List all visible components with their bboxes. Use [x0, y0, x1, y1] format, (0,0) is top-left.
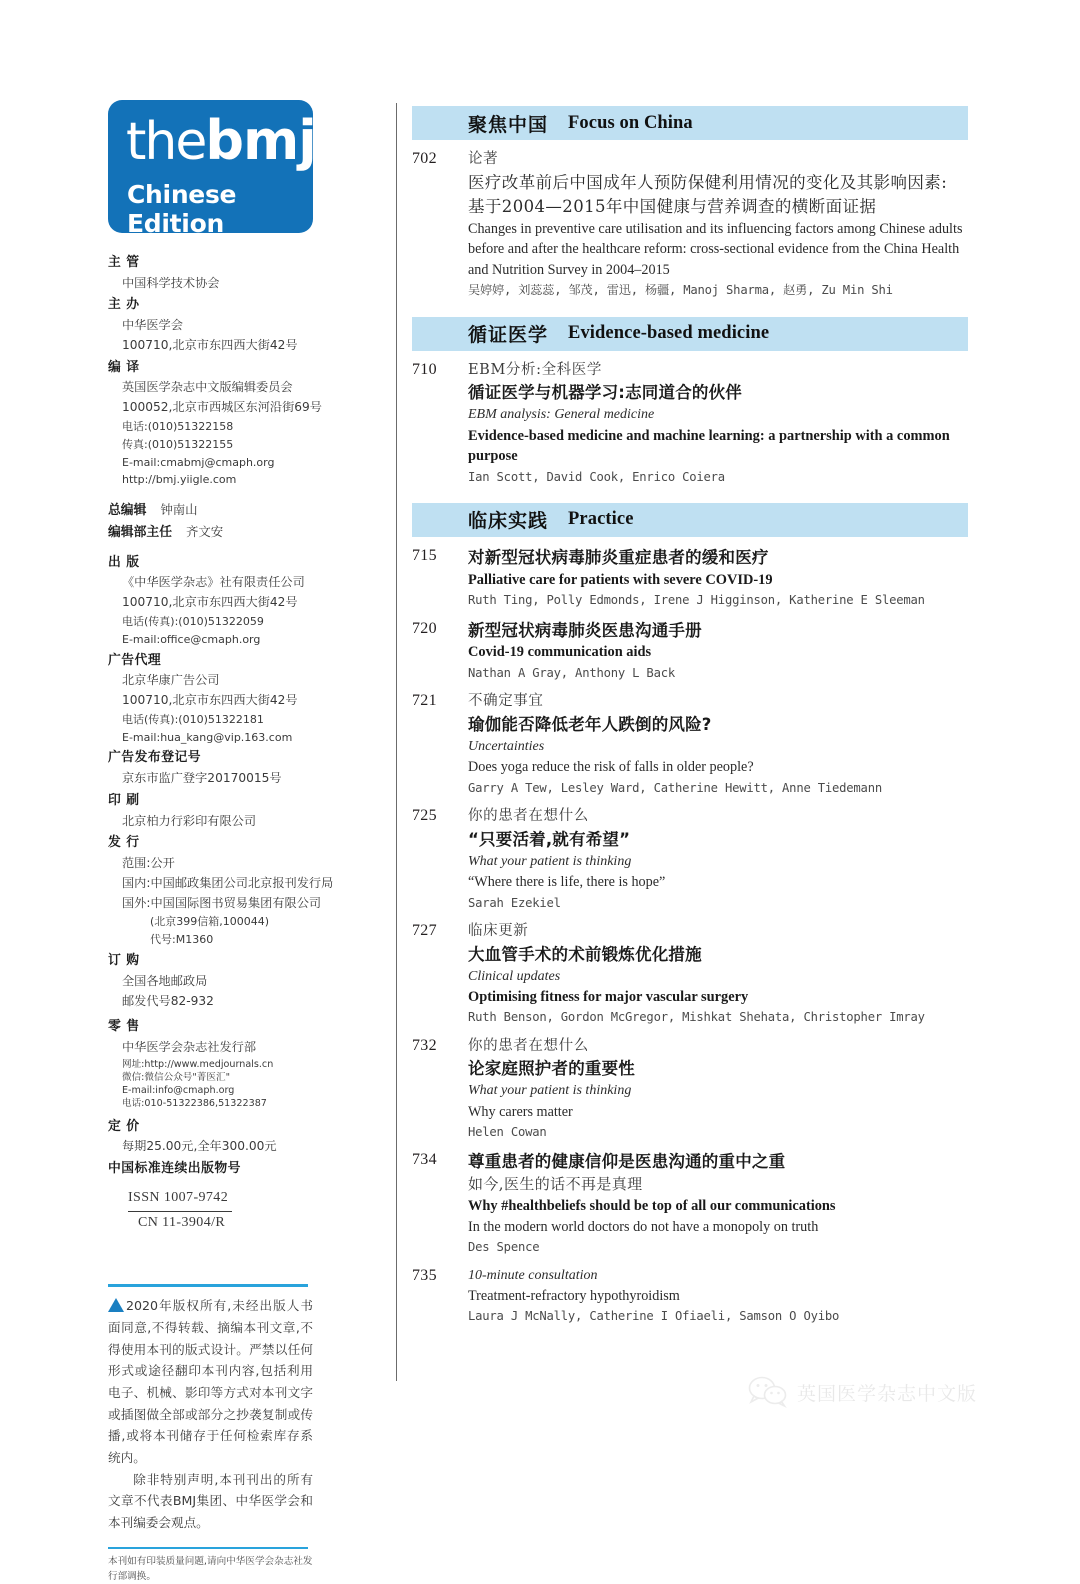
entry-title-en: Covid-19 communication aids	[468, 644, 652, 661]
masthead-line: 中华医学会杂志社发行部	[122, 1040, 257, 1054]
section-title-en: Focus on China	[568, 112, 693, 133]
masthead-line: 英国医学杂志中文版编辑委员会	[122, 380, 293, 395]
editorial-director-label: 编辑部主任	[108, 524, 172, 540]
copyright-notice	[108, 1295, 313, 1533]
entry-category-en: Uncertainties	[468, 738, 545, 754]
masthead-heading: 主 办	[108, 297, 140, 313]
entry-page-number: 720	[412, 619, 437, 637]
entry-page-number: 735	[412, 1266, 437, 1284]
masthead-line: 100052,北京市西城区东河沿街69号	[122, 400, 322, 415]
issn-number: ISSN 1007-9742	[128, 1187, 232, 1212]
entry-body	[468, 1036, 968, 1142]
toc-entry[interactable]	[412, 691, 968, 797]
masthead-block	[108, 748, 356, 788]
entry-page-number: 734	[412, 1151, 437, 1169]
masthead-line: 北京华康广告公司	[122, 673, 220, 688]
masthead-heading: 印 刷	[108, 792, 140, 808]
toc-entry[interactable]	[412, 921, 968, 1027]
entry-title-en: Changes in preventive care utilisation and its influencing factors among Chinese adults	[468, 220, 963, 237]
masthead-line: 邮发代号82-932	[122, 993, 214, 1008]
entry-page-number: 715	[412, 546, 437, 564]
entry-body	[468, 806, 968, 912]
bmj-logo	[108, 100, 316, 238]
masthead-heading: 广告代理	[108, 652, 162, 668]
masthead-line: 电话(传真):(010)51322059	[122, 614, 264, 628]
entry-authors: Sarah Ezekiel	[468, 895, 561, 910]
masthead-line: 电话:(010)51322158	[122, 419, 234, 433]
entry-subtitle-cn: 如今,医生的话不再是真理	[468, 1175, 643, 1194]
toc-entry[interactable]	[412, 149, 968, 300]
entry-category-cn: 你的患者在想什么	[468, 1037, 589, 1054]
masthead-line: 京东市监广登字20170015号	[122, 771, 282, 786]
masthead-text	[108, 253, 356, 1234]
entry-category-en: What your patient is thinking	[468, 1083, 632, 1099]
masthead-email: E-mail:cmabmj@cmaph.org	[122, 455, 275, 469]
editor-in-chief-label: 总编辑	[108, 503, 147, 519]
entry-title-cn: 基于2004—2015年中国健康与营养调查的横断面证据	[468, 196, 877, 216]
entry-authors: Des Spence	[468, 1240, 540, 1255]
toc-entry[interactable]	[412, 1150, 968, 1256]
masthead-heading: 主 管	[108, 255, 140, 270]
masthead-email: E-mail:hua_kang@vip.163.com	[122, 730, 293, 744]
masthead-line: 北京柏力行彩印有限公司	[122, 813, 257, 828]
toc-entry[interactable]	[412, 1036, 968, 1142]
entry-authors: Ruth Ting, Polly Edmonds, Irene J Higginson, Katherine E Sleeman	[468, 593, 925, 608]
entry-title-cn: 大血管手术的术前锻炼优化措施	[468, 944, 702, 964]
section-header-practice	[412, 503, 968, 537]
entry-body	[468, 1266, 968, 1326]
masthead-block	[108, 253, 356, 293]
masthead-heading: 发 行	[108, 835, 140, 851]
entry-title-en: Treatment-refractory hypothyroidism	[468, 1287, 680, 1304]
logo-bmj-text: bmj	[205, 109, 316, 172]
masthead-line: 代号:M1360	[150, 933, 214, 947]
entry-subtitle-en: In the modern world doctors do not have a monopoly on truth	[468, 1218, 819, 1235]
copyright-text-1: 2020年版权所有,未经出版人书面同意,不得转载、摘编本刊文章,不得使用本刊的版式设计。严禁以任何形式或途径翻印本刊内容,包括利用电子、机械、影印等方式对本刊文字或插图做全部或部分之抄袭复制或传播,或将本刊储存于任何检索库存系统内。	[108, 1298, 313, 1465]
masthead-line: 100710,北京市东四西大街42号	[122, 693, 298, 708]
entry-title-cn: 循证医学与机器学习:志同道合的伙伴	[468, 383, 742, 403]
masthead-block	[108, 951, 356, 1011]
entry-title-en: and Nutrition Survey in 2004–2015	[468, 261, 670, 278]
entry-body	[468, 691, 968, 797]
masthead-column	[108, 100, 356, 1584]
masthead-price-value: 每期25.00元,全年300.00元	[122, 1139, 277, 1154]
section-title-cn: 临床实践	[468, 510, 549, 533]
copyright-paragraph-2: 除非特别声明,本刊刊出的所有文章不代表BMJ集团、中华医学会和本刊编委会观点。	[108, 1471, 313, 1530]
masthead-email: E-mail:office@cmaph.org	[122, 632, 261, 646]
entry-title-en: Why carers matter	[468, 1103, 573, 1120]
entry-page-number: 732	[412, 1036, 437, 1054]
section-title-cn: 循证医学	[468, 324, 549, 347]
masthead-email: E-mail:info@cmaph.org	[122, 1085, 235, 1097]
masthead-line: 中华医学会	[122, 318, 183, 333]
entry-authors: Nathan A Gray, Anthony L Back	[468, 665, 675, 680]
masthead-line: 范围:公开	[122, 856, 175, 871]
logo-edition-text: Chinese Edition	[127, 180, 237, 238]
entry-category-cn: 论著	[468, 151, 499, 167]
masthead-heading: 编 译	[108, 359, 140, 375]
entry-authors: Helen Cowan	[468, 1125, 547, 1140]
masthead-heading: 定 价	[108, 1118, 140, 1134]
masthead-website: http://bmj.yiigle.com	[122, 473, 237, 487]
entry-page-number: 727	[412, 921, 437, 939]
entry-title-cn: 新型冠状病毒肺炎医患沟通手册	[468, 620, 702, 640]
entry-title-en: Palliative care for patients with severe COVID-19	[468, 571, 773, 588]
entry-category-en: 10-minute consultation	[468, 1267, 598, 1283]
entry-title-cn: 论家庭照护者的重要性	[468, 1059, 635, 1079]
entry-category-en: Clinical updates	[468, 968, 561, 984]
editorial-director-name: 齐文安	[185, 523, 224, 539]
entry-title-cn: 尊重患者的健康信仰是医患沟通的重中之重	[468, 1152, 786, 1172]
masthead-line: 100710,北京市东四西大街42号	[122, 337, 298, 352]
masthead-line: 国内:中国邮政集团公司北京报刊发行局	[122, 875, 334, 890]
wechat-label: 英国医学杂志中文版	[797, 1382, 978, 1405]
copyright-bottom-rule	[108, 1547, 308, 1549]
entry-title-cn: 瑜伽能否降低老年人跌倒的风险?	[468, 714, 712, 734]
masthead-wechat: 微信:微信公众号"菁医汇"	[122, 1072, 230, 1083]
masthead-block	[108, 833, 356, 949]
masthead-phone: 电话:010-51322386,51322387	[122, 1098, 267, 1110]
entry-body	[468, 149, 968, 300]
entry-title-cn: 对新型冠状病毒肺炎重症患者的缓和医疗	[468, 547, 769, 567]
masthead-block	[108, 791, 356, 831]
entry-category-cn: 不确定事宜	[468, 693, 544, 710]
masthead-block	[108, 651, 356, 747]
logo-wordmark	[126, 109, 316, 172]
entry-title-en: before and after the healthcare reform: cross-sectional evidence from the China Health	[468, 241, 960, 258]
entry-title-en: Evidence-based medicine and machine learning: a partnership with a common	[468, 427, 950, 444]
section-header-evidence-based-medicine	[412, 317, 968, 351]
entry-authors: Garry A Tew, Lesley Ward, Catherine Hewitt, Anne Tiedemann	[468, 780, 882, 795]
entry-category-cn: EBM分析:全科医学	[468, 361, 602, 378]
entry-body	[468, 1150, 968, 1256]
editor-in-chief-name: 钟南山	[160, 502, 198, 518]
entry-category-cn: 你的患者在想什么	[468, 808, 589, 825]
serial-numbers	[108, 1187, 356, 1234]
entry-authors: Laura J McNally, Catherine I Ofiaeli, Samson O Oyibo	[468, 1309, 840, 1324]
entry-title-cn: 医疗改革前后中国成年人预防保健利用情况的变化及其影响因素:	[468, 172, 948, 192]
section-title-en: Practice	[568, 509, 634, 530]
masthead-heading: 订 购	[108, 953, 140, 969]
toc-entry[interactable]	[412, 619, 968, 683]
entry-title-en: Optimising fitness for major vascular surgery	[468, 988, 749, 1005]
entry-body	[468, 546, 968, 610]
masthead-line: 100710,北京市东四西大街42号	[122, 595, 298, 610]
toc-entry[interactable]	[412, 1266, 968, 1326]
copyright-footnote: 本刊如有印装质量问题,请向中华医学会杂志社发行部调换。	[108, 1556, 313, 1582]
column-divider	[396, 103, 397, 1381]
masthead-heading: 中国标准连续出版物号	[108, 1161, 241, 1177]
masthead-block	[108, 553, 356, 649]
entry-page-number: 725	[412, 807, 437, 825]
entry-title-cn: “只要活着,就有希望”	[468, 829, 631, 849]
toc-entry[interactable]	[412, 360, 968, 486]
entry-body	[468, 619, 968, 683]
copyright-paragraph-1	[108, 1295, 313, 1468]
entry-body	[468, 921, 968, 1027]
toc-entry[interactable]	[412, 806, 968, 912]
masthead-heading: 出 版	[108, 554, 140, 570]
entry-authors: Ian Scott, David Cook, Enrico Coiera	[468, 469, 725, 484]
entry-category-cn: 临床更新	[468, 922, 529, 939]
masthead-serial-block	[108, 1159, 356, 1234]
masthead-line: 传真:(010)51322155	[122, 437, 234, 451]
masthead-line: 全国各地邮政局	[122, 973, 208, 988]
entry-page-number: 721	[412, 692, 437, 710]
copyright-top-rule	[108, 1284, 308, 1287]
masthead-heading: 广告发布登记号	[108, 750, 202, 766]
entry-body	[468, 360, 968, 486]
masthead-heading: 零 售	[108, 1019, 140, 1035]
masthead-line: 国外:中国国际图书贸易集团有限公司	[122, 895, 322, 910]
entry-page-number: 702	[412, 150, 437, 167]
masthead-block	[108, 358, 356, 490]
wechat-icon	[748, 1376, 788, 1408]
masthead-line: (北京399信箱,100044)	[150, 915, 270, 929]
warning-triangle-icon	[108, 1298, 124, 1312]
masthead-line: 电话(传真):(010)51322181	[122, 712, 264, 726]
entry-title-en: Why #healthbeliefs should be top of all our communications	[468, 1198, 836, 1215]
toc-entry[interactable]	[412, 546, 968, 610]
entry-title-en: Does yoga reduce the risk of falls in older people?	[468, 759, 754, 776]
entry-category-en: What your patient is thinking	[468, 853, 632, 869]
entry-authors: 吴婷婷, 刘蕊蕊, 邹茂, 雷迅, 杨疆, Manoj Sharma, 赵勇, Zu Min Shi	[468, 283, 893, 298]
masthead-line: 中国科学技术协会	[122, 275, 220, 290]
editorial-director-row	[108, 522, 356, 544]
masthead-retail-block	[108, 1017, 356, 1110]
logo-the-text: the	[126, 112, 206, 172]
entry-category-en: EBM analysis: General medicine	[468, 407, 655, 423]
editor-in-chief-row	[108, 500, 356, 522]
entry-title-en: purpose	[468, 448, 518, 465]
masthead-line: 《中华医学杂志》社有限责任公司	[122, 575, 305, 590]
section-title-cn: 聚焦中国	[468, 113, 549, 136]
entry-authors: Ruth Benson, Gordon McGregor, Mishkat Shehata, Christopher Imray	[468, 1010, 925, 1025]
section-title-en: Evidence-based medicine	[568, 323, 770, 344]
wechat-watermark	[748, 1376, 977, 1408]
table-of-contents	[412, 106, 968, 1326]
entry-title-en: “Where there is life, there is hope”	[468, 874, 666, 891]
masthead-website: 网址:http://www.medjournals.cn	[122, 1058, 274, 1070]
entry-page-number: 710	[412, 360, 437, 378]
masthead-block	[108, 295, 356, 355]
masthead-price-block	[108, 1117, 356, 1157]
section-header-focus-on-china	[412, 106, 968, 140]
cn-number: CN 11-3904/R	[138, 1214, 226, 1230]
